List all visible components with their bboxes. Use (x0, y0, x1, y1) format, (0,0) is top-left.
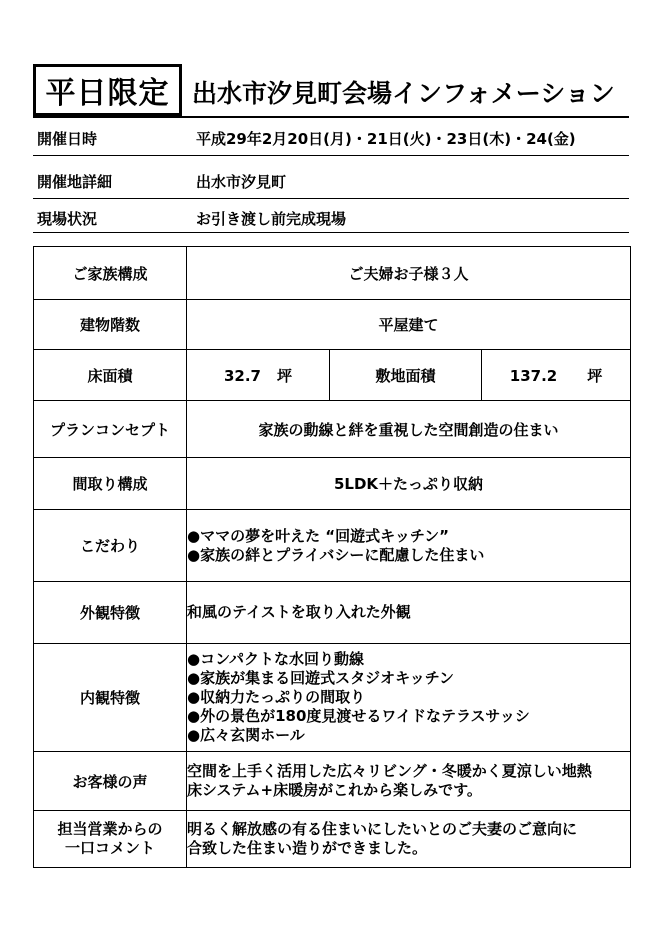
status-value: お引き渡し前完成現場 (196, 210, 347, 228)
voice-text (187, 752, 631, 811)
info-divider (33, 155, 629, 156)
layout-value: 5LDK＋たっぷり収納 (187, 458, 631, 510)
location-value: 出水市汐見町 (196, 173, 287, 191)
comment-line: 合致した住まい造りができました。 (187, 839, 428, 857)
floor-area-label: 床面積 (34, 350, 187, 401)
page-title: 出水市汐見町会場インフォメーション (192, 79, 615, 108)
concept-label: プランコンセプト (34, 401, 187, 458)
date-label: 開催日時 (37, 130, 98, 148)
interior-list (187, 644, 631, 752)
table-row (34, 401, 631, 458)
family-value: ご夫婦お子様３人 (187, 247, 631, 300)
list-item: ●家族の絆とプライバシーに配慮した住まい (187, 545, 485, 564)
family-label: ご家族構成 (34, 247, 187, 300)
exterior-label: 外観特徴 (34, 582, 187, 644)
comment-text (187, 811, 631, 868)
floor-area-cell (187, 350, 330, 401)
voice-line: 床システム+床暖房がこれから楽しみです。 (187, 781, 482, 799)
site-area-value: 137.2 (509, 366, 558, 385)
table-row (34, 350, 631, 401)
comment-line: 明るく解放感の有る住まいにしたいとのご夫妻のご意向に (187, 820, 578, 838)
comment-label (34, 811, 187, 868)
site-area-cell (482, 350, 631, 401)
site-area-unit: 坪 (587, 366, 603, 385)
floor-area-value: 32.7 (223, 366, 261, 385)
table-row (34, 811, 631, 868)
table-row (34, 300, 631, 350)
list-item: ●広々玄関ホール (187, 726, 305, 744)
layout-label: 間取り構成 (34, 458, 187, 510)
voice-label: お客様の声 (34, 752, 187, 811)
table-row (34, 458, 631, 510)
comment-label-line: 担当営業からの (57, 820, 163, 838)
table-row (34, 644, 631, 752)
site-area-label: 敷地面積 (330, 350, 482, 401)
list-item: ●ママの夢を叶えた “回遊式キッチン” (187, 526, 449, 545)
table-row (34, 247, 631, 300)
list-item: ●収納力たっぷりの間取り (187, 688, 366, 706)
table-row (34, 510, 631, 582)
info-divider (33, 232, 629, 233)
info-divider (33, 198, 629, 199)
date-value: 平成29年2月20日(月)・21日(火)・23日(木)・24(金) (196, 130, 576, 148)
status-label: 現場状況 (37, 210, 98, 228)
list-item: ●コンパクトな水回り動線 (187, 650, 365, 668)
voice-line: 空間を上手く活用した広々リビング・冬暖かく夏涼しい地熱 (187, 762, 592, 780)
title-underline (33, 116, 629, 118)
comment-label-line: 一口コメント (64, 839, 155, 857)
floor-area-unit: 坪 (277, 366, 293, 385)
kodawari-label: こだわり (34, 510, 187, 582)
table-row (34, 752, 631, 811)
floors-label: 建物階数 (34, 300, 187, 350)
kodawari-list (187, 510, 631, 582)
concept-value: 家族の動線と絆を重視した空間創造の住まい (187, 401, 631, 458)
list-item: ●外の景色が180度見渡せるワイドなテラスサッシ (187, 707, 530, 725)
exterior-value: 和風のテイストを取り入れた外観 (187, 582, 631, 644)
limited-badge: 平日限定 (33, 64, 182, 116)
location-label: 開催地詳細 (37, 173, 113, 191)
table-row (34, 582, 631, 644)
interior-label: 内観特徴 (34, 644, 187, 752)
details-table (33, 246, 631, 868)
list-item: ●家族が集まる回遊式スタジオキッチン (187, 669, 455, 687)
floors-value: 平屋建て (187, 300, 631, 350)
